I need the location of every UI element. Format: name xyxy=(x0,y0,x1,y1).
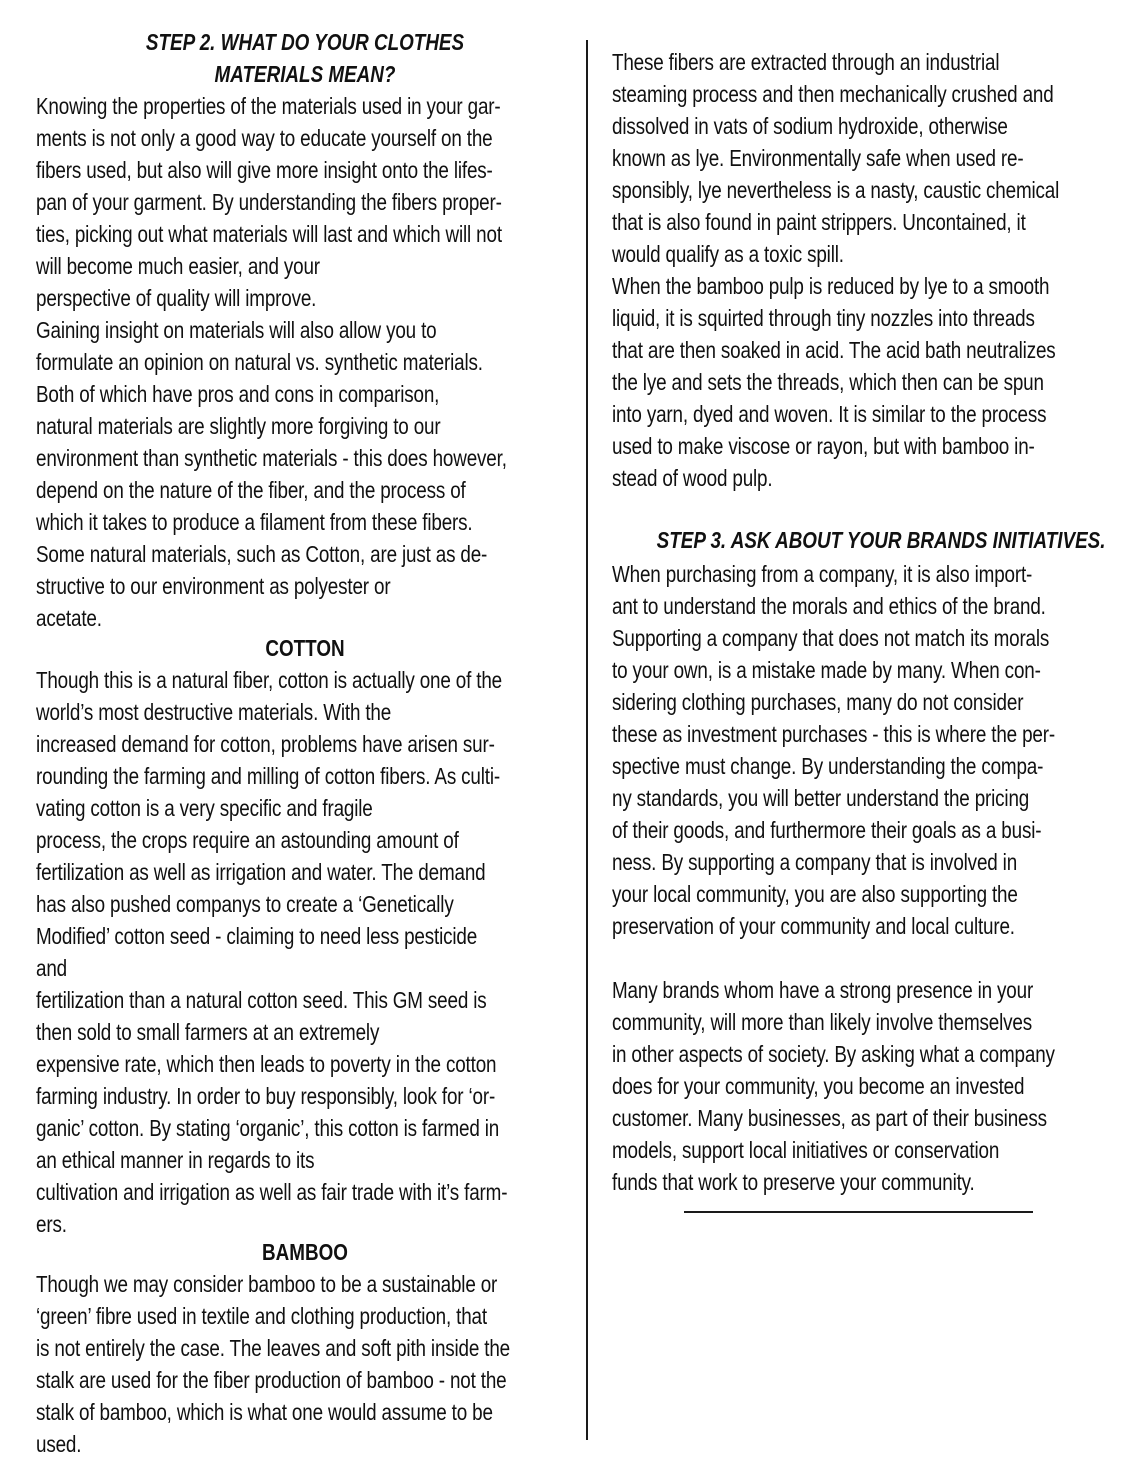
text-line: ny standards, you will better understand the pricing xyxy=(612,785,1030,811)
text-line: spective must change. By understanding the compa- xyxy=(612,753,1044,779)
text-line: formulate an opinion on natural vs. synthetic materials. xyxy=(36,349,483,375)
text-line: into yarn, dyed and woven. It is similar to the process xyxy=(612,401,1047,427)
text-line: ant to understand the morals and ethics of the brand. xyxy=(612,593,1046,619)
text-line: farming industry. In order to buy responsibly, look for ‘or- xyxy=(36,1083,496,1109)
text-line: in other aspects of society. By asking what a company xyxy=(612,1041,1055,1067)
text-line: these as investment purchases - this is where the per- xyxy=(612,721,1055,747)
text-line: perspective of quality will improve. xyxy=(36,285,317,311)
text-line: dissolved in vats of sodium hydroxide, otherwise xyxy=(612,113,1008,139)
text-line: vating cotton is a very specific and fragile xyxy=(36,795,373,821)
text-line: would qualify as a toxic spill. xyxy=(612,241,844,267)
text-line: used to make viscose or rayon, but with bamboo in- xyxy=(612,433,1035,459)
text-line: When purchasing from a company, it is also import- xyxy=(612,561,1033,587)
text-line: customer. Many businesses, as part of their business xyxy=(612,1105,1047,1131)
text-line: ties, picking out what materials will last and which will not xyxy=(36,221,502,247)
text-line: has also pushed companys to create a ‘Genetically xyxy=(36,891,454,917)
text-line: that are then soaked in acid. The acid bath neutralizes xyxy=(612,337,1056,363)
text-line: acetate. xyxy=(36,605,102,631)
text-line: ness. By supporting a company that is involved in xyxy=(612,849,1018,875)
text-line: of their goods, and furthermore their goals as a busi- xyxy=(612,817,1042,843)
step2-heading-line-2: MATERIALS MEAN? xyxy=(214,61,396,87)
text-line: Supporting a company that does not match its morals xyxy=(612,625,1050,651)
text-line: structive to our environment as polyester or xyxy=(36,573,391,599)
text-line: and xyxy=(36,955,67,981)
text-line: stalk are used for the fiber production of bamboo - not the xyxy=(36,1367,507,1393)
text-line: cultivation and irrigation as well as fair trade with it’s farm- xyxy=(36,1179,508,1205)
text-line: Modified’ cotton seed - claiming to need less pesticide xyxy=(36,923,478,949)
text-line: rounding the farming and milling of cotton fibers. As culti- xyxy=(36,763,501,789)
text-line: is not entirely the case. The leaves and soft pith inside the xyxy=(36,1335,511,1361)
text-line: Some natural materials, such as Cotton, are just as de- xyxy=(36,541,488,567)
bamboo-heading: BAMBOO xyxy=(262,1239,348,1265)
text-line: does for your community, you become an invested xyxy=(612,1073,1025,1099)
text-line: When the bamboo pulp is reduced by lye to a smooth xyxy=(612,273,1050,299)
text-line: expensive rate, which then leads to poverty in the cotton xyxy=(36,1051,497,1077)
text-line: that is also found in paint strippers. Uncontained, it xyxy=(612,209,1026,235)
text-line: community, will more than likely involve themselves xyxy=(612,1009,1032,1035)
text-line: used. xyxy=(36,1431,82,1457)
text-line: Many brands whom have a strong presence in your xyxy=(612,977,1034,1003)
cotton-heading: COTTON xyxy=(265,635,345,661)
text-line: ers. xyxy=(36,1211,67,1237)
text-line: which it takes to produce a filament from these fibers. xyxy=(36,509,473,535)
text-line: liquid, it is squirted through tiny nozzles into threads xyxy=(612,305,1035,331)
text-line: environment than synthetic materials - this does however, xyxy=(36,445,507,471)
text-line: an ethical manner in regards to its xyxy=(36,1147,315,1173)
text-line: increased demand for cotton, problems have arisen sur- xyxy=(36,731,495,757)
text-line: will become much easier, and your xyxy=(36,253,320,279)
text-line: then sold to small farmers at an extremely xyxy=(36,1019,380,1045)
text-line: stalk of bamboo, which is what one would assume to be xyxy=(36,1399,493,1425)
text-line: sponsibly, lye nevertheless is a nasty, caustic chemical xyxy=(612,177,1060,203)
text-line: Both of which have pros and cons in comparison, xyxy=(36,381,440,407)
text-line: sidering clothing purchases, many do not consider xyxy=(612,689,1024,715)
text-line: the lye and sets the threads, which then can be spun xyxy=(612,369,1044,395)
step3-heading: STEP 3. ASK ABOUT YOUR BRANDS INITIATIVES. xyxy=(656,527,1106,553)
text-line: natural materials are slightly more forgiving to our xyxy=(36,413,441,439)
step2-heading-line-1: STEP 2. WHAT DO YOUR CLOTHES xyxy=(145,29,465,55)
closing-rule xyxy=(684,1211,1033,1213)
text-line: to your own, is a mistake made by many. When con- xyxy=(612,657,1041,683)
text-line: steaming process and then mechanically crushed and xyxy=(612,81,1054,107)
text-line: stead of wood pulp. xyxy=(612,465,773,491)
text-line: fertilization than a natural cotton seed. This GM seed is xyxy=(36,987,487,1013)
text-line: fertilization as well as irrigation and water. The demand xyxy=(36,859,486,885)
text-line: These fibers are extracted through an industrial xyxy=(612,49,1000,75)
text-line: ‘green’ fibre used in textile and clothing production, that xyxy=(36,1303,487,1329)
text-line: Though we may consider bamboo to be a sustainable or xyxy=(36,1271,498,1297)
text-line: funds that work to preserve your community. xyxy=(612,1169,975,1195)
text-line: preservation of your community and local culture. xyxy=(612,913,1015,939)
text-line: Gaining insight on materials will also allow you to xyxy=(36,317,437,343)
text-line: your local community, you are also supporting the xyxy=(612,881,1018,907)
text-line: process, the crops require an astounding amount of xyxy=(36,827,459,853)
text-line: Knowing the properties of the materials used in your gar- xyxy=(36,93,501,119)
column-divider xyxy=(586,40,588,1440)
text-line: ganic’ cotton. By stating ‘organic’, this cotton is farmed in xyxy=(36,1115,500,1141)
text-line: Though this is a natural fiber, cotton is actually one of the xyxy=(36,667,502,693)
text-line: known as lye. Environmentally safe when used re- xyxy=(612,145,1024,171)
text-line: ments is not only a good way to educate yourself on the xyxy=(36,125,493,151)
text-line: world’s most destructive materials. With the xyxy=(36,699,392,725)
text-line: pan of your garment. By understanding the fibers proper- xyxy=(36,189,502,215)
text-line: depend on the nature of the fiber, and the process of xyxy=(36,477,466,503)
text-line: models, support local initiatives or conservation xyxy=(612,1137,1000,1163)
text-line: fibers used, but also will give more insight onto the lifes- xyxy=(36,157,493,183)
